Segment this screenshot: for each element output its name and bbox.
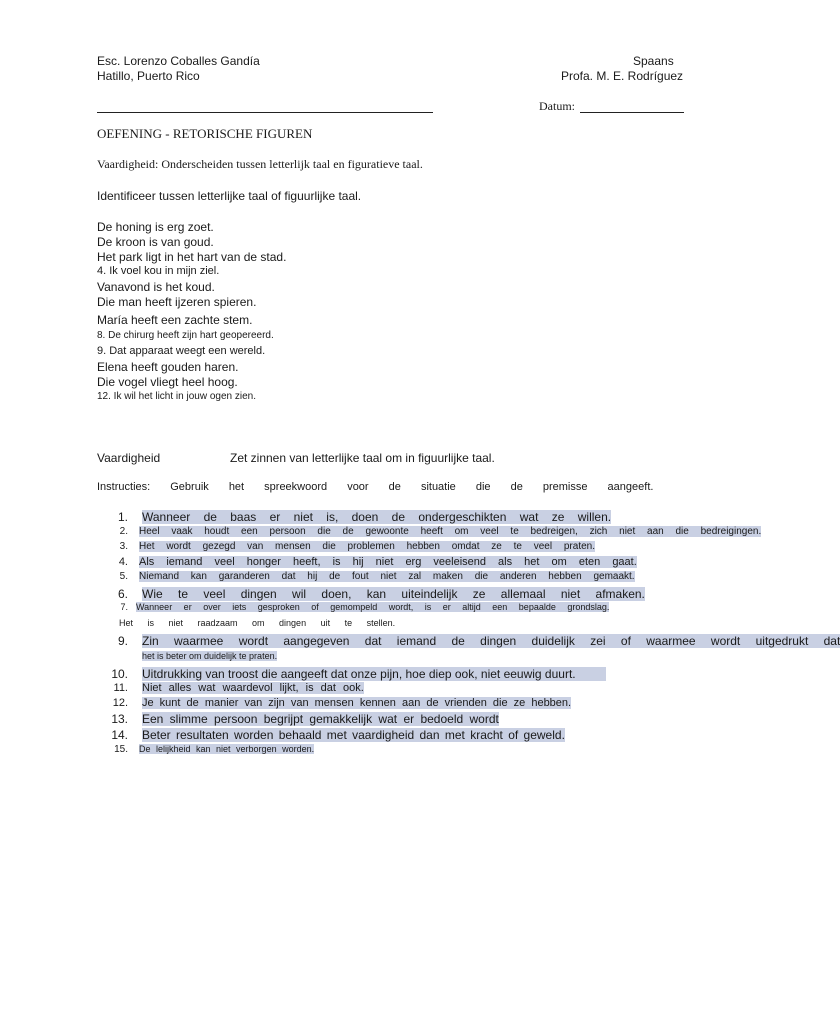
item-number: 13. xyxy=(111,712,128,726)
sentence: Vanavond is het koud. xyxy=(97,280,215,294)
item-number: 12. xyxy=(112,697,128,709)
instructions-2: Instructies: Gebruik het spreekwoord voor de situatie die de premisse aangeeft. xyxy=(97,481,654,493)
sentence: Die man heeft ijzeren spieren. xyxy=(97,295,257,309)
item-text: Zin waarmee wordt aangegeven dat iemand de dingen duidelijk zei of waarmee wordt uitgedrukt dat xyxy=(142,634,840,648)
sentence: Elena heeft gouden haren. xyxy=(97,360,239,374)
sentence: De kroon is van goud. xyxy=(97,235,214,249)
sentence: 4. Ik voel kou in mijn ziel. xyxy=(97,265,220,277)
sentence: María heeft een zachte stem. xyxy=(97,313,253,327)
item-text: Je kunt de manier van zijn van mensen kennen aan de vrienden die ze hebben. xyxy=(142,697,572,709)
item-number: 10. xyxy=(111,667,128,681)
date-label: Datum: xyxy=(539,99,575,113)
item-text: Uitdrukking van troost die aangeeft dat onze pijn, hoe diep ook, niet eeuwig duurt. xyxy=(142,667,606,681)
name-line xyxy=(97,112,433,113)
item-text: Wanneer de baas er niet is, doen de ondergeschikten wat ze willen. xyxy=(142,510,612,524)
item-text: Als iemand veel honger heeft, is hij niet erg veeleisend als het om eten gaat. xyxy=(139,556,637,568)
sentence: 12. Ik wil het licht in jouw ogen zien. xyxy=(97,391,256,402)
item-number: 9. xyxy=(117,634,128,648)
item-text: De lelijkheid kan niet verborgen worden. xyxy=(139,744,315,754)
item-number: 11. xyxy=(113,682,128,694)
sentence: De honing is erg zoet. xyxy=(97,220,214,234)
sentence: 8. De chirurg heeft zijn hart geopereerd. xyxy=(97,330,274,341)
subject: Spaans xyxy=(633,54,674,68)
item-text: Beter resultaten worden behaald met vaardigheid dan met kracht of geweld. xyxy=(142,728,565,742)
item-number: 1. xyxy=(117,510,128,524)
instruction-1: Identificeer tussen letterlijke taal of figuurlijke taal. xyxy=(97,189,362,203)
item-text-continued: Het is niet raadzaam om dingen uit te stellen. xyxy=(119,618,396,628)
item-text: Niemand kan garanderen dat hij de fout niet zal maken die anderen hebben gemaakt. xyxy=(139,571,635,582)
teacher: Profa. M. E. Rodríguez xyxy=(561,69,684,83)
date-line xyxy=(580,112,684,113)
item-number: 4. xyxy=(118,556,128,568)
item-text: Niet alles wat waardevol lijkt, is dat ook. xyxy=(142,682,364,694)
item-number: 3. xyxy=(119,541,128,552)
skill-2-label: Vaardigheid xyxy=(97,451,161,465)
item-text: Het wordt gezegd van mensen die problemen hebben omdat ze te veel praten. xyxy=(139,541,595,552)
sentence: Die vogel vliegt heel hoog. xyxy=(97,375,238,389)
item-text: Een slimme persoon begrijpt gemakkelijk wat er bedoeld wordt xyxy=(142,712,499,726)
item-text: Heel vaak houdt een persoon die de gewoonte heeft om veel te bedreigen, zich niet aan die bedreigingen. xyxy=(139,526,762,537)
item-number: 6. xyxy=(117,587,128,601)
item-text-continued: het is beter om duidelijk te praten. xyxy=(142,651,278,661)
school-name: Esc. Lorenzo Coballes Gandía xyxy=(97,54,260,68)
item-number: 7. xyxy=(120,602,128,612)
item-text: Wie te veel dingen wil doen, kan uiteindelijk ze allemaal niet afmaken. xyxy=(142,587,645,601)
page-title: OEFENING - RETORISCHE FIGUREN xyxy=(97,126,313,141)
skill-2-text: Zet zinnen van letterlijke taal om in figuurlijke taal. xyxy=(230,451,495,465)
item-number: 2. xyxy=(119,526,128,537)
item-number: 5. xyxy=(119,571,128,582)
sentence: Het park ligt in het hart van de stad. xyxy=(97,250,287,264)
school-location: Hatillo, Puerto Rico xyxy=(97,69,200,83)
item-text: Wanneer er over iets gesproken of gemompeld wordt, is er altijd een bepaalde grondslag. xyxy=(136,602,610,612)
sentence: 9. Dat apparaat weegt een wereld. xyxy=(97,345,266,357)
skill-1: Vaardigheid: Onderscheiden tussen letterlijk taal en figuratieve taal. xyxy=(97,157,423,171)
item-number: 15. xyxy=(114,744,128,755)
item-number: 14. xyxy=(111,728,128,742)
